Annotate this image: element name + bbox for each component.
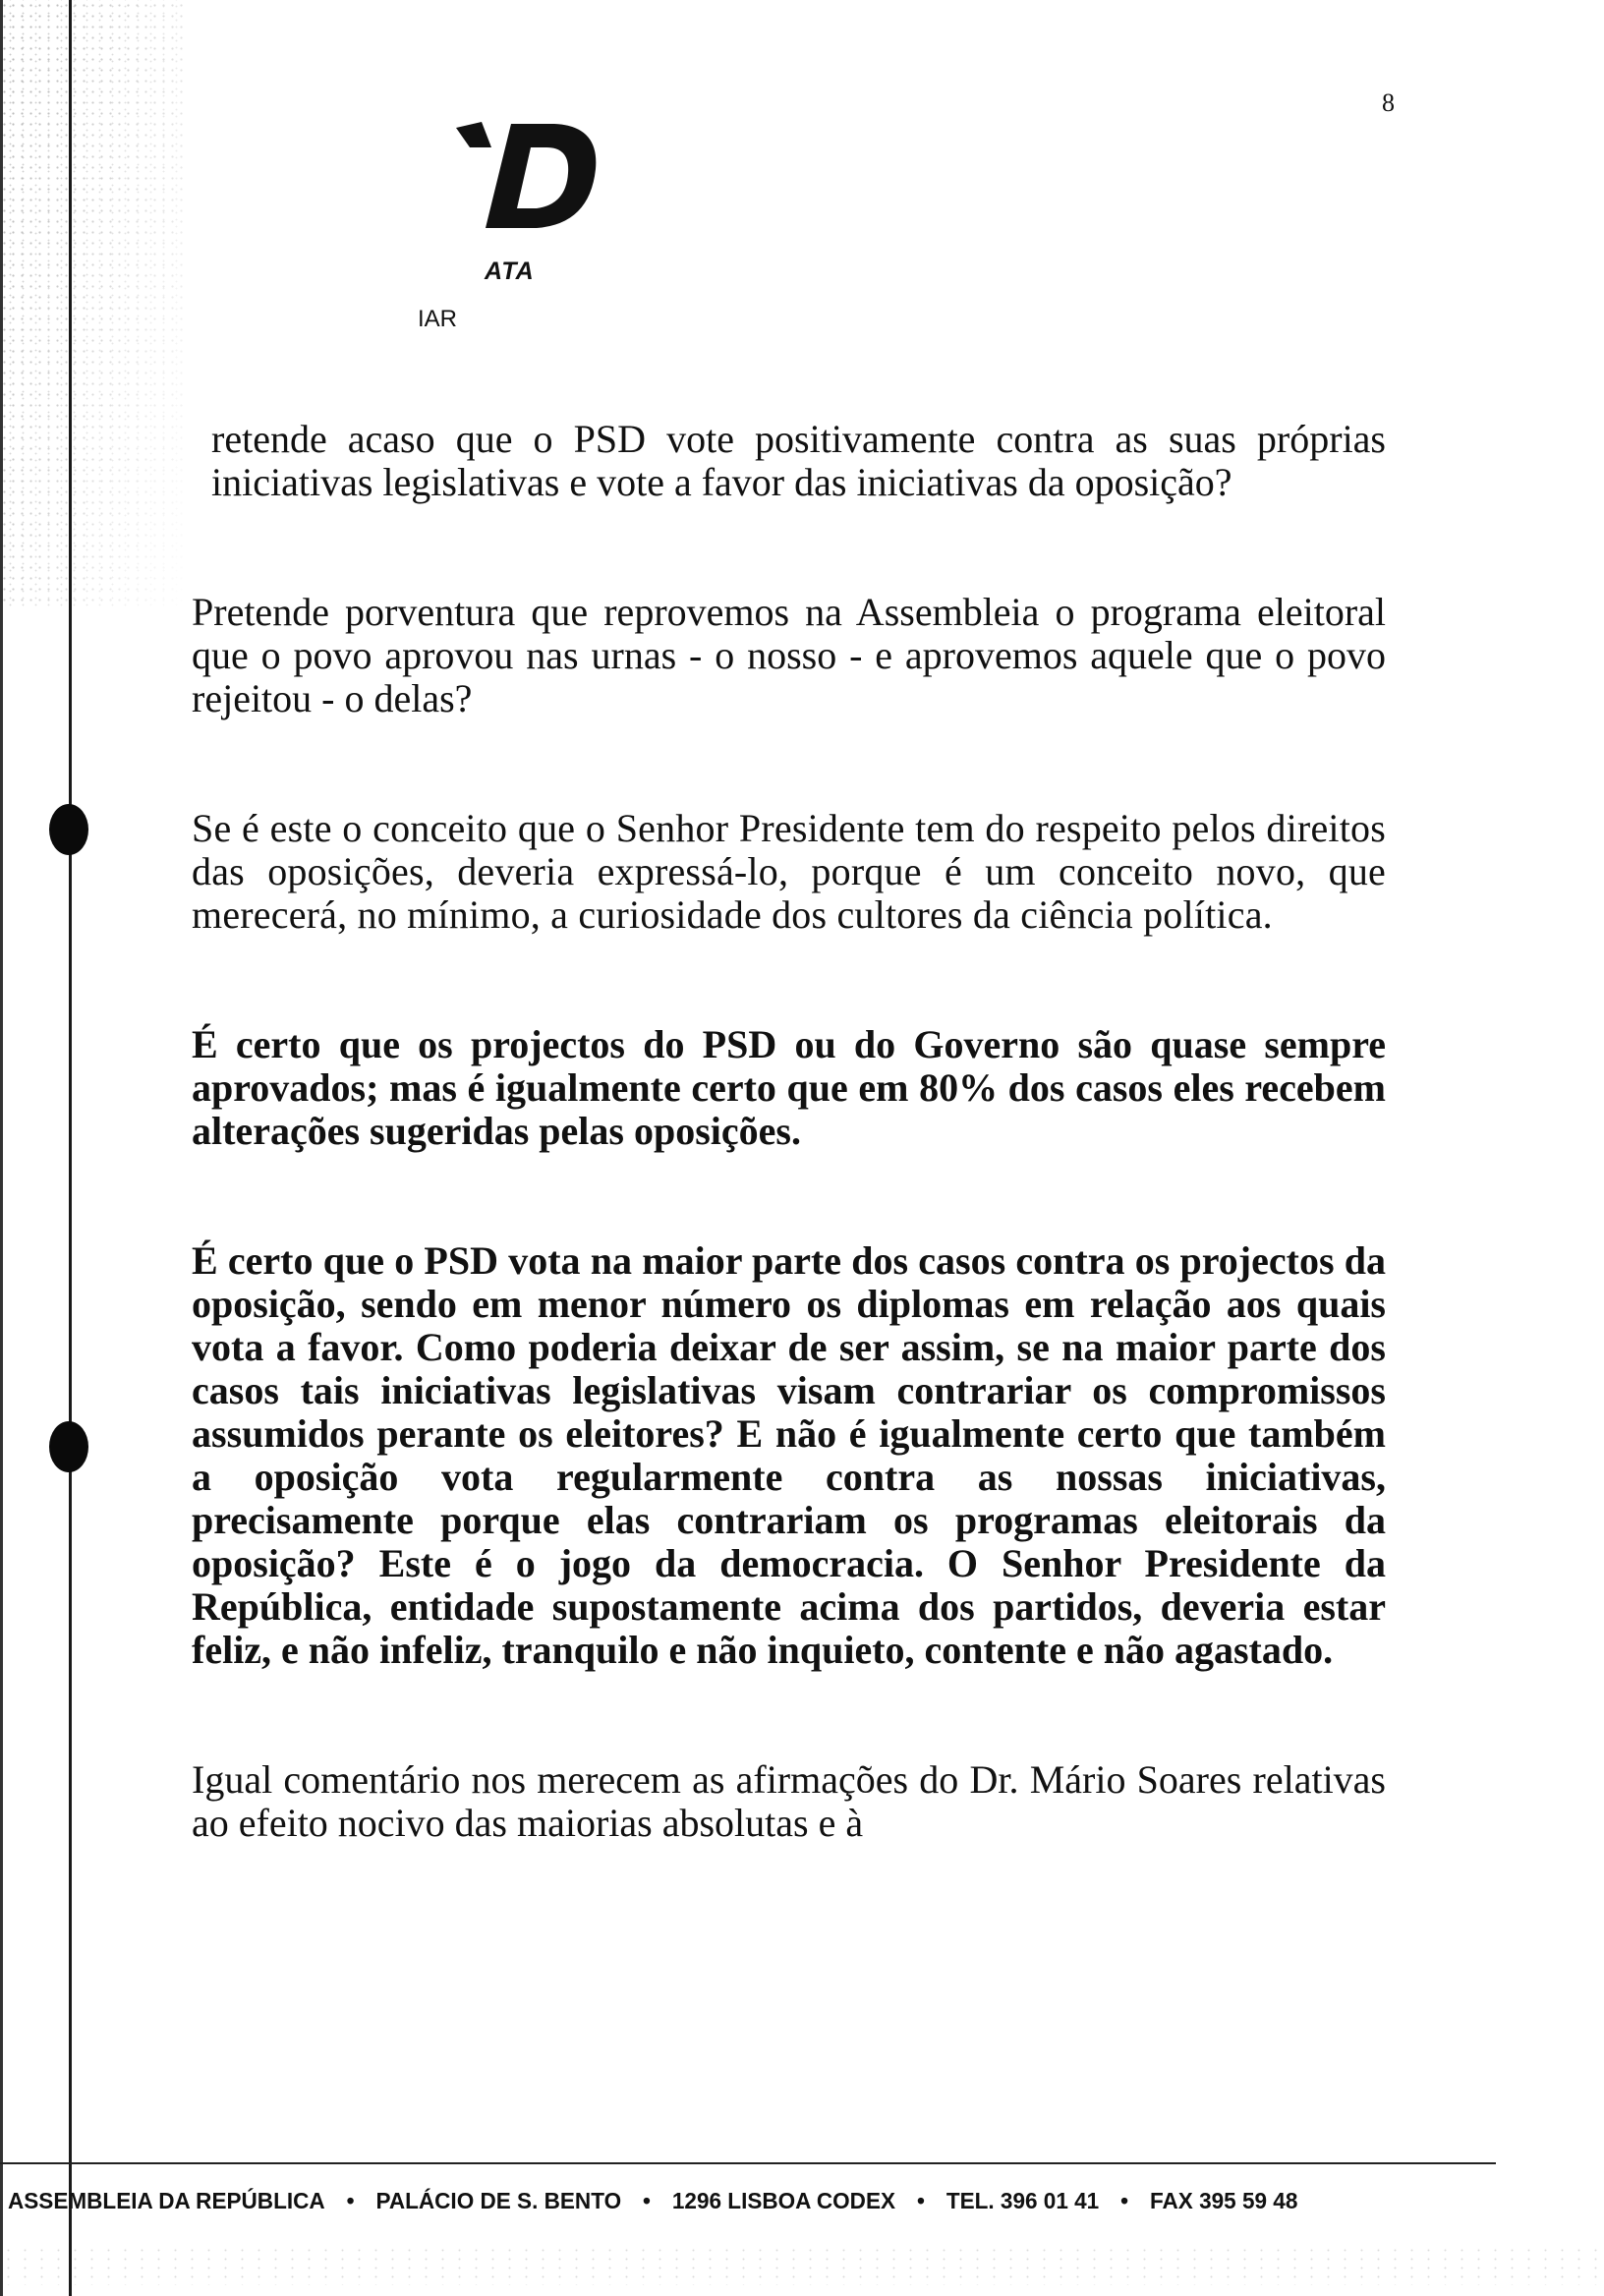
page-number: 8 — [1382, 88, 1395, 117]
letterhead-footer — [8, 2188, 1472, 2214]
footer-fax: FAX 395 59 48 — [1149, 2188, 1298, 2213]
footer-separator: • — [346, 2188, 355, 2213]
punch-hole — [49, 804, 88, 855]
paragraph: Se é este o conceito que o Senhor Presidente tem do respeito pelos direitos das oposições, deveria expressá-lo, porque é um conceito novo, que merecerá, no mínimo, a curiosidade dos cultores da ciência política. — [192, 806, 1386, 937]
letterhead-line-1: ATA — [485, 258, 535, 285]
punch-hole — [49, 1421, 88, 1472]
footer-address: PALÁCIO DE S. BENTO — [375, 2188, 622, 2213]
scan-noise — [0, 0, 187, 609]
party-logo-icon — [452, 118, 609, 236]
paragraph: Igual comentário nos merecem as afirmações do Dr. Mário Soares relativas ao efeito nocivo das maiorias absolutas e à — [192, 1757, 1386, 1845]
letterhead-line-2: IAR — [418, 306, 458, 332]
footer-separator: • — [916, 2188, 925, 2213]
footer-telephone: TEL. 396 01 41 — [945, 2188, 1100, 2213]
footer-org: ASSEMBLEIA DA REPÚBLICA — [8, 2188, 325, 2213]
footer-separator: • — [643, 2188, 651, 2213]
page-edge — [0, 0, 3, 2296]
footer-city: 1296 LISBOA CODEX — [671, 2188, 896, 2213]
letter-body — [192, 418, 1386, 1845]
scan-noise-bottom — [0, 2246, 1604, 2285]
paragraph: É certo que o PSD vota na maior parte dos casos contra os projectos da oposição, sendo em menor número os diplomas em relação aos quais vota a favor. Como poderia deixar de ser assim, se na maior parte dos casos tais iniciativas legislativas visam contrariar os compromissos assumidos perante os eleitores? E não é igualmente certo que também a oposição vota regularmente contra as nossas iniciativas, precisamente porque elas contrariam os programas eleitorais da oposição? Este é o jogo da democracia. O Senhor Presidente da República, entidade supostamente acima dos partidos, deveria estar feliz, e não infeliz, tranquilo e não inquieto, contente e não agastado. — [192, 1238, 1386, 1672]
paragraph: É certo que os projectos do PSD ou do Governo são quase sempre aprovados; mas é igualmente certo que em 80% dos casos eles recebem alterações sugeridas pelas oposições. — [192, 1022, 1386, 1153]
binding-margin-line — [69, 0, 72, 2296]
footer-divider — [0, 2162, 1496, 2164]
paragraph: Pretende porventura que reprovemos na Assembleia o programa eleitoral que o povo aprovou nas urnas - o nosso - e aprovemos aquele que o povo rejeitou - o delas? — [192, 590, 1386, 720]
paragraph: retende acaso que o PSD vote positivamente contra as suas próprias iniciativas legislativas e vote a favor das iniciativas da oposição? — [211, 417, 1386, 504]
footer-separator: • — [1120, 2188, 1129, 2213]
